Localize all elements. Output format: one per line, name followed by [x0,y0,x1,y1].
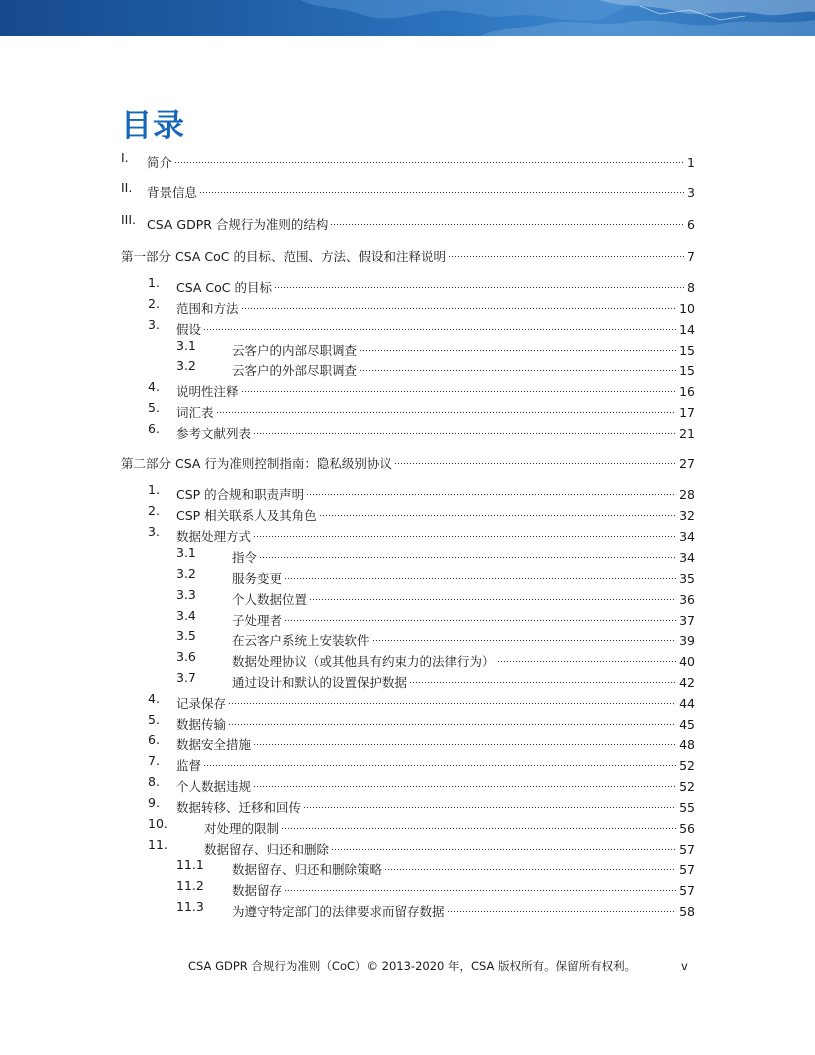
toc-entry-title: CSA CoC 的目标 [176,280,272,295]
toc-dot-leader [253,731,676,749]
toc-dot-leader [284,565,676,583]
toc-entry-number: 3.7 [176,670,196,685]
toc-dot-leader [309,586,676,604]
toc-entry-title: 简介 [147,155,173,170]
toc-entry-title: 数据安全措施 [176,737,252,752]
toc-dot-leader [384,856,676,874]
toc-dot-leader [448,243,684,261]
toc-dot-leader [359,337,676,355]
toc-entry-page: 40 [679,654,695,669]
toc-entry[interactable] [0,752,695,773]
toc-entry-number: 1. [148,275,160,290]
toc-entry-title: CSA GDPR 合规行为准则的结构 [147,217,329,232]
toc-entry-title: 通过设计和默认的设置保护数据 [232,675,408,690]
toc-entry[interactable] [0,450,695,471]
toc-dot-leader [241,378,677,396]
toc-dot-leader [174,149,684,167]
toc-entry-title: 范围和方法 [176,301,239,316]
toc-dot-leader [203,752,676,770]
toc-entry-page: 57 [679,883,695,898]
toc-entry-number: 3.4 [176,608,196,623]
toc-entry-page: 14 [679,322,695,337]
toc-dot-leader [284,877,676,895]
toc-dot-leader [359,357,676,375]
toc-entry-page: 45 [679,717,695,732]
toc-entry[interactable] [0,295,695,316]
toc-entry-title: 数据处理方式 [176,529,252,544]
toc-entry-number: 4. [148,691,160,706]
toc-entry-title: 个人数据违规 [176,779,252,794]
toc-entry-title: 云客户的外部尽职调查 [232,363,358,378]
toc-entry-number: 3.2 [176,358,196,373]
toc-entry-page: 15 [679,343,695,358]
toc-entry[interactable] [0,420,695,441]
toc-entry-number: 11.3 [176,899,204,914]
toc-dot-leader [241,295,677,313]
toc-entry-number: 11.1 [176,857,204,872]
toc-entry-page: 55 [679,800,695,815]
toc-entry[interactable] [0,690,695,711]
toc-entry-page: 42 [679,675,695,690]
toc-entry[interactable] [0,607,695,628]
toc-dot-leader [216,399,677,417]
toc-entry-page: 36 [679,592,695,607]
toc-entry[interactable] [0,856,695,877]
toc-entry-page: 1 [687,155,695,170]
page-title: 目录 [121,108,185,144]
toc-entry-number: 11.2 [176,878,204,893]
toc-entry-title: 说明性注释 [176,384,239,399]
toc-entry-number: 3. [148,524,160,539]
toc-entry[interactable] [0,669,695,690]
toc-entry-number: II. [121,180,133,195]
toc-entry-page: 6 [687,217,695,232]
toc-entry-number: III. [121,212,137,227]
toc-entry-title: CSP 的合规和职责声明 [176,487,305,502]
toc-dot-leader [303,794,676,812]
toc-dot-leader [228,690,676,708]
toc-dot-leader [284,607,676,625]
header-banner [0,0,815,36]
toc-entry[interactable] [0,243,695,264]
toc-entry-title: 数据留存、归还和删除策略 [232,862,383,877]
toc-dot-leader [281,815,676,833]
toc-dot-leader [394,450,676,468]
toc-entry-title: 第一部分 CSA CoC 的目标、范围、方法、假设和注释说明 [121,249,446,264]
toc-entry[interactable] [0,586,695,607]
toc-entry-number: 6. [148,732,160,747]
toc-entry[interactable] [0,836,695,857]
toc-entry-number: 10. [148,816,168,831]
toc-entry-page: 58 [679,904,695,919]
toc-entry-title: 在云客户系统上安装软件 [232,633,370,648]
toc-entry-number: 11. [148,837,168,852]
toc-entry-page: 44 [679,696,695,711]
toc-entry[interactable] [0,502,695,523]
toc-entry-page: 34 [679,529,695,544]
toc-entry[interactable] [0,773,695,794]
toc-dot-leader [331,836,676,854]
toc-dot-leader [253,523,676,541]
toc-dot-leader [203,316,676,334]
toc-entry-page: 10 [679,301,695,316]
toc-entry-title: 数据传输 [176,717,227,732]
toc-entry-number: 2. [148,503,160,518]
toc-entry-title: 为遵守特定部门的法律要求而留存数据 [232,904,445,919]
toc-entry-page: 35 [679,571,695,586]
toc-entry-page: 52 [679,758,695,773]
toc-entry[interactable] [0,378,695,399]
toc-entry[interactable] [0,523,695,544]
toc-entry-title: 词汇表 [176,405,214,420]
toc-dot-leader [253,420,676,438]
toc-entry-page: 56 [679,821,695,836]
toc-entry-number: 3. [148,317,160,332]
toc-entry-title: 监督 [176,758,202,773]
toc-entry-title: 数据留存 [232,883,283,898]
toc-entry[interactable] [0,544,695,565]
toc-entry-page: 52 [679,779,695,794]
toc-entry-page: 34 [679,550,695,565]
toc-dot-leader [497,648,677,666]
toc-dot-leader [259,544,676,562]
toc-entry-number: 6. [148,421,160,436]
toc-entry-page: 7 [687,249,695,264]
toc-entry-title: 参考文献列表 [176,426,252,441]
toc-entry-title: 个人数据位置 [232,592,308,607]
toc-dot-leader [199,179,684,197]
toc-entry[interactable] [0,565,695,586]
toc-entry-title: 第二部分 CSA 行为准则控制指南：隐私级别协议 [121,456,392,471]
toc-entry-number: I. [121,150,129,165]
toc-entry-page: 32 [679,508,695,523]
toc-entry-page: 27 [679,456,695,471]
toc-entry-title: 背景信息 [147,185,198,200]
toc-dot-leader [274,274,684,292]
toc-entry-number: 3.1 [176,338,196,353]
toc-entry-title: 数据留存、归还和删除 [204,842,330,857]
toc-entry-number: 2. [148,296,160,311]
toc-entry-title: 服务变更 [232,571,283,586]
toc-entry[interactable] [0,731,695,752]
toc-entry-number: 3.6 [176,649,196,664]
toc-entry-page: 48 [679,737,695,752]
toc-entry-number: 3.2 [176,566,196,581]
toc-entry-number: 4. [148,379,160,394]
toc-entry[interactable] [0,274,695,295]
toc-dot-leader [228,711,676,729]
toc-entry[interactable] [0,399,695,420]
toc-entry-page: 57 [679,842,695,857]
toc-entry-page: 3 [687,185,695,200]
toc-entry-number: 3.1 [176,545,196,560]
toc-entry[interactable] [0,179,695,200]
toc-entry-number: 3.5 [176,628,196,643]
toc-entry[interactable] [0,316,695,337]
toc-entry-page: 57 [679,862,695,877]
toc-entry-page: 21 [679,426,695,441]
toc-dot-leader [253,773,676,791]
toc-dot-leader [372,627,677,645]
toc-dot-leader [330,211,684,229]
toc-entry[interactable] [0,481,695,502]
toc-entry-page: 17 [679,405,695,420]
toc-entry-page: 15 [679,363,695,378]
toc-entry-number: 9. [148,795,160,810]
toc-entry[interactable] [0,877,695,898]
toc-entry-page: 16 [679,384,695,399]
toc-entry-title: 记录保存 [176,696,227,711]
toc-entry-title: 假设 [176,322,202,337]
toc-entry[interactable] [0,337,695,358]
footer-page-number: v [681,959,688,973]
toc-entry-title: CSP 相关联系人及其角色 [176,508,317,523]
toc-entry-page: 39 [679,633,695,648]
toc-entry-page: 28 [679,487,695,502]
toc-dot-leader [319,502,676,520]
toc-entry-number: 3.3 [176,587,196,602]
toc-entry[interactable] [0,711,695,732]
toc-entry-number: 1. [148,482,160,497]
toc-entry-number: 5. [148,400,160,415]
toc-entry-number: 7. [148,753,160,768]
toc-entry[interactable] [0,794,695,815]
toc-entry-title: 云客户的内部尽职调查 [232,343,358,358]
toc-dot-leader [409,669,676,687]
toc-entry[interactable] [0,357,695,378]
toc-entry-title: 子处理者 [232,613,283,628]
toc-entry-title: 数据处理协议（或其他具有约束力的法律行为） [232,654,495,669]
toc-entry[interactable] [0,648,695,669]
toc-entry-page: 37 [679,613,695,628]
toc-entry-page: 8 [687,280,695,295]
map-banner-graphic [0,0,815,36]
toc-entry-title: 对处理的限制 [204,821,280,836]
page-footer [0,958,815,974]
footer-copyright: CSA GDPR 合规行为准则（CoC）© 2013-2020 年，CSA 版权所有。保留所有权利。 [188,959,637,973]
toc-entry[interactable] [0,149,695,170]
toc-entry-title: 数据转移、迁移和回传 [176,800,302,815]
toc-entry[interactable] [0,627,695,648]
toc-dot-leader [447,898,677,916]
toc-entry[interactable] [0,211,695,232]
toc-entry-title: 指令 [232,550,258,565]
toc-entry[interactable] [0,898,695,919]
toc-dot-leader [306,481,676,499]
toc-entry[interactable] [0,815,695,836]
toc-entry-number: 5. [148,712,160,727]
toc-entry-number: 8. [148,774,160,789]
